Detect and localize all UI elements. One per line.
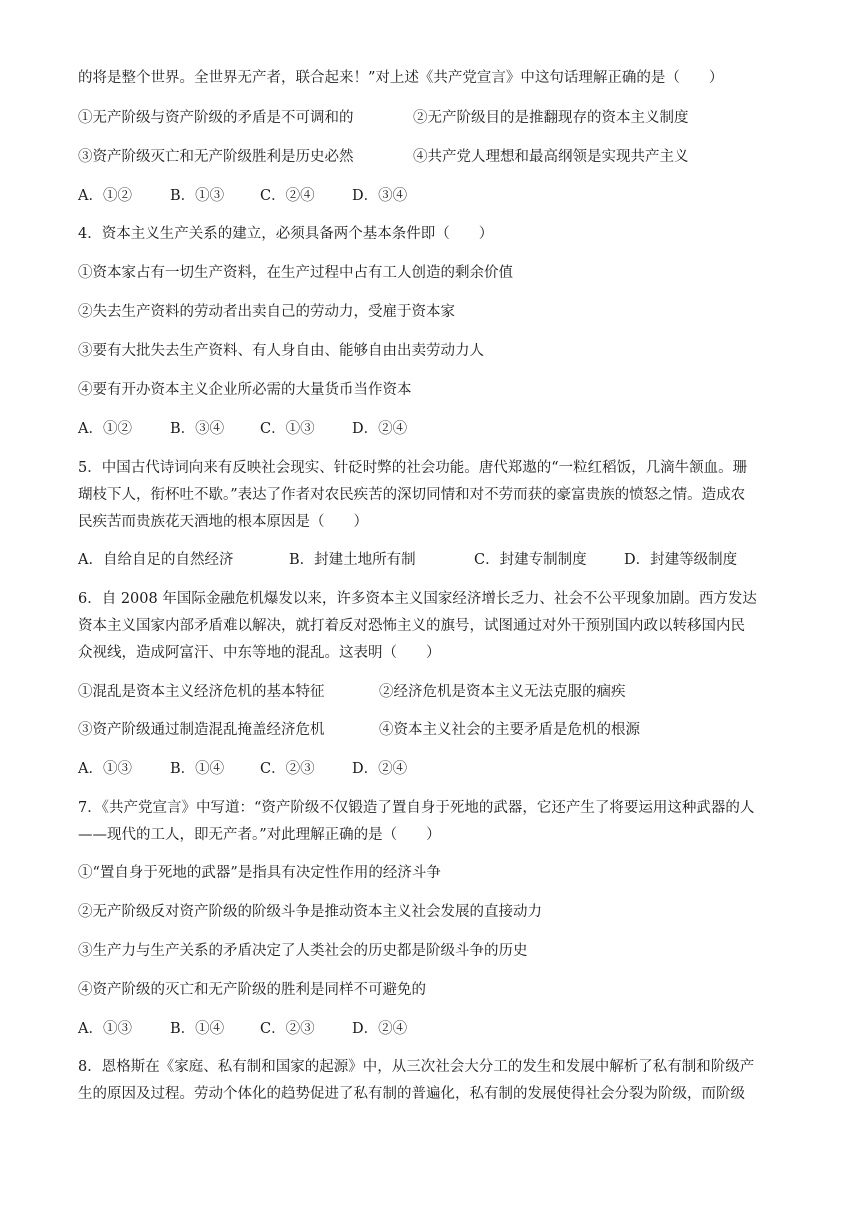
q4-option-4: ④要有开办资本主义企业所必需的大量货币当作资本 xyxy=(78,382,412,398)
q7-choice-d: D．②④ xyxy=(352,1021,408,1037)
q4-option-1: ①资本家占有一切生产资料，在生产过程中占有工人创造的剩余价值 xyxy=(78,265,513,281)
q4-option-3: ③要有大批失去生产资料、有人身自由、能够自由出卖劳动力人 xyxy=(78,343,484,359)
q7-choice-c: C．②③ xyxy=(260,1021,315,1037)
q4-choice-c: C．①③ xyxy=(260,421,315,437)
q5-choice-d: D．封建等级制度 xyxy=(624,552,738,568)
q6-option-2: ②经济危机是资本主义无法克服的痼疾 xyxy=(379,684,626,700)
q8-stem-line1: 8．恩格斯在《家庭、私有制和国家的起源》中，从三次社会大分工的发生和发展中解析了私有制和阶级产 xyxy=(78,1059,755,1075)
q8-stem-line2: 生的原因及过程。劳动个体化的趋势促进了私有制的普遍化，私有制的发展使得社会分裂为阶级，而阶级 xyxy=(78,1086,745,1102)
q4-option-2: ②失去生产资料的劳动者出卖自己的劳动力，受雇于资本家 xyxy=(78,304,455,320)
q3-options-row1 xyxy=(78,108,798,128)
q3-choice-c: C．②④ xyxy=(260,188,315,204)
q4-choice-a: A．①② xyxy=(78,421,132,437)
q3-options-row2 xyxy=(78,147,798,167)
q6-option-3: ③资产阶级通过制造混乱掩盖经济危机 xyxy=(78,722,325,738)
q3-choices xyxy=(78,186,798,206)
q4-stem: 4．资本主义生产关系的建立，必须具备两个基本条件即（ ） xyxy=(78,226,494,242)
q5-choice-c: C．封建专制制度 xyxy=(474,552,587,568)
q3-stem: 的将是整个世界。全世界无产者，联合起来！”对上述《共产党宣言》中这句话理解正确的是（ ） xyxy=(78,70,724,86)
q7-choices xyxy=(78,1019,798,1039)
q6-choice-d: D．②④ xyxy=(352,761,408,777)
q5-stem-line3: 民疾苦而贵族花天酒地的根本原因是（ ） xyxy=(78,514,368,530)
q7-option-2: ②无产阶级反对资产阶级的阶级斗争是推动资本主义社会发展的直接动力 xyxy=(78,904,542,920)
q6-choices xyxy=(78,759,798,779)
q6-options-row2 xyxy=(78,720,798,740)
q7-stem-line1: 7．《共产党宣言》中写道：“资产阶级不仅锻造了置自身于死地的武器，它还产生了将要运用这种武器的人 xyxy=(78,800,755,816)
q7-stem-line2: ——现代的工人，即无产者。”对此理解正确的是（ ） xyxy=(78,827,441,843)
q6-choice-a: A．①③ xyxy=(78,761,132,777)
q4-choice-d: D．②④ xyxy=(352,421,408,437)
q7-choice-b: B．①④ xyxy=(170,1021,225,1037)
q3-choice-b: B．①③ xyxy=(170,188,225,204)
q3-option-1: ①无产阶级与资产阶级的矛盾是不可调和的 xyxy=(78,110,354,126)
q6-choice-b: B．①④ xyxy=(170,761,225,777)
q6-stem-line1: 6．自 2008 年国际金融危机爆发以来，许多资本主义国家经济增长乏力、社会不公平现象加剧。西方发达 xyxy=(78,591,757,607)
q5-choice-b: B．封建土地所有制 xyxy=(289,552,416,568)
q4-choices xyxy=(78,419,798,439)
q6-choice-c: C．②③ xyxy=(260,761,315,777)
q4-choice-b: B．③④ xyxy=(170,421,225,437)
q3-option-4: ④共产党人理想和最高纲领是实现共产主义 xyxy=(413,149,689,165)
q5-choices xyxy=(78,550,798,570)
q6-option-1: ①混乱是资本主义经济危机的基本特征 xyxy=(78,684,325,700)
q3-choice-d: D．③④ xyxy=(352,188,408,204)
q6-option-4: ④资本主义社会的主要矛盾是危机的根源 xyxy=(379,722,640,738)
q7-option-1: ①“置自身于死地的武器”是指具有决定性作用的经济斗争 xyxy=(78,865,441,881)
q7-option-3: ③生产力与生产关系的矛盾决定了人类社会的历史都是阶级斗争的历史 xyxy=(78,943,528,959)
q7-choice-a: A．①③ xyxy=(78,1021,132,1037)
q5-stem-line1: 5．中国古代诗词向来有反映社会现实、针砭时弊的社会功能。唐代郑遨的“一粒红稻饭，几滴牛颔血。珊 xyxy=(78,460,748,476)
q5-stem-line2: 瑚枝下人，衔杯吐不歇。”表达了作者对农民疾苦的深切同情和对不劳而获的豪富贵族的愤怒之情。造成农 xyxy=(78,487,746,503)
q3-choice-a: A．①② xyxy=(78,188,132,204)
q6-stem-line2: 资本主义国家内部矛盾难以解决，就打着反对恐怖主义的旗号，试图通过对外干预别国内政以转移国内民 xyxy=(78,618,745,634)
q3-option-2: ②无产阶级目的是推翻现存的资本主义制度 xyxy=(413,110,689,126)
q6-stem-line3: 众视线，造成阿富汗、中东等地的混乱。这表明（ ） xyxy=(78,645,441,661)
q7-option-4: ④资产阶级的灭亡和无产阶级的胜利是同样不可避免的 xyxy=(78,982,426,998)
q3-option-3: ③资产阶级灭亡和无产阶级胜利是历史必然 xyxy=(78,149,354,165)
q6-options-row1 xyxy=(78,682,798,702)
q5-choice-a: A．自给自足的自然经济 xyxy=(78,552,234,568)
